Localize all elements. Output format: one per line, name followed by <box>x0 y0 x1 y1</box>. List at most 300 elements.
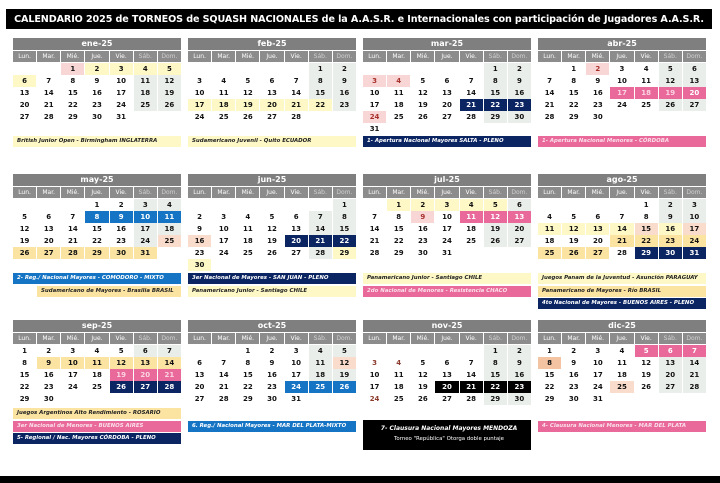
day-cell: 25 <box>134 99 157 111</box>
day-cell: 29 <box>333 247 356 259</box>
day-cell: 22 <box>544 383 555 391</box>
day-cell: 3 <box>110 63 133 75</box>
empty-cell <box>285 199 308 211</box>
day-cell: 26 <box>158 99 181 111</box>
month-title: dic-25 <box>538 320 706 332</box>
day-cell: 25 <box>309 381 332 393</box>
day-cell: 26 <box>484 235 507 247</box>
day-cell: 16 <box>508 87 531 99</box>
day-cell: 18 <box>212 99 235 111</box>
day-cell: 24 <box>67 383 78 391</box>
day-cell: 10 <box>683 211 706 223</box>
weekday-label: Jue. <box>610 333 633 344</box>
day-cell: 16 <box>188 235 211 247</box>
day-cell: 17 <box>610 87 633 99</box>
day-cell: 25 <box>641 101 651 109</box>
weekday-label: Sáb. <box>309 333 332 344</box>
day-cell: 17 <box>188 99 211 111</box>
day-cell: 12 <box>659 75 682 87</box>
weekday-label: Dom. <box>333 333 356 344</box>
weekday-label: Sáb. <box>134 187 157 198</box>
weekday-label: Dom. <box>158 187 181 198</box>
day-cell: 20 <box>19 101 30 109</box>
day-cell: 14 <box>544 89 555 97</box>
day-cell: 18 <box>158 223 181 235</box>
day-cell: 22 <box>635 235 658 247</box>
day-cell: 9 <box>595 77 601 85</box>
day-cell: 16 <box>592 89 603 97</box>
day-cell: 28 <box>158 381 181 393</box>
empty-cell <box>610 199 633 211</box>
day-cell: 25 <box>242 249 253 257</box>
day-cell: 5 <box>659 63 682 75</box>
weekday-label: Sáb. <box>659 51 682 62</box>
day-cell: 2 <box>508 345 531 357</box>
empty-cell <box>37 63 60 75</box>
weekday-label: Mié. <box>586 333 609 344</box>
day-cell: 29 <box>242 395 253 403</box>
day-cell: 3 <box>595 347 601 355</box>
day-cell: 11 <box>538 223 561 235</box>
day-cell: 13 <box>291 225 301 233</box>
empty-cell <box>411 345 434 357</box>
day-cell: 11 <box>393 371 404 379</box>
day-cell: 4 <box>643 65 649 73</box>
weekday-label: Mié. <box>411 187 434 198</box>
weekday-label: Jue. <box>260 333 283 344</box>
day-cell: 2 <box>571 347 577 355</box>
day-cell: 28 <box>683 381 706 393</box>
day-cell: 25 <box>538 247 561 259</box>
day-cell: 23 <box>194 249 205 257</box>
day-cell: 17 <box>116 89 126 97</box>
day-cell: 24 <box>218 249 229 257</box>
day-cell: 3 <box>619 65 625 73</box>
day-cell: 27 <box>267 113 277 121</box>
weekday-header <box>363 51 531 62</box>
day-cell: 13 <box>267 89 277 97</box>
day-cell: 19 <box>19 237 30 245</box>
empty-cell <box>285 63 308 75</box>
empty-cell <box>387 345 410 357</box>
day-cell: 13 <box>508 211 531 223</box>
month-title: sep-25 <box>13 320 181 332</box>
weekday-label: Vie. <box>285 51 308 62</box>
day-cell: 27 <box>442 113 452 121</box>
day-cell: 27 <box>508 235 531 247</box>
weekday-label: Lun. <box>538 187 561 198</box>
day-cell: 13 <box>659 357 682 369</box>
day-cell: 20 <box>683 87 706 99</box>
day-cell: 6 <box>293 213 299 221</box>
day-cell: 6 <box>269 77 275 85</box>
day-cell: 21 <box>218 383 229 391</box>
weekday-label: Mar. <box>212 51 235 62</box>
weekday-label: Vie. <box>285 333 308 344</box>
day-cell: 3 <box>70 347 76 355</box>
day-cell: 14 <box>610 223 633 235</box>
day-cell: 6 <box>444 77 450 85</box>
day-cell: 26 <box>417 395 428 403</box>
weekday-label: Lun. <box>363 187 386 198</box>
day-cell: 21 <box>610 235 633 247</box>
day-cell: 11 <box>309 357 332 369</box>
day-cell: 3 <box>197 77 202 85</box>
day-cell: 21 <box>309 235 332 247</box>
event-label: Panamericano Junior - Santiago CHILE <box>188 286 356 297</box>
weekday-label: Mié. <box>411 51 434 62</box>
month-title: oct-25 <box>188 320 356 332</box>
day-cell: 18 <box>393 383 404 391</box>
empty-cell <box>13 199 36 211</box>
day-cell: 19 <box>333 369 356 381</box>
month-ene-25 <box>13 38 181 123</box>
day-cell: 5 <box>420 359 426 367</box>
day-cell: 5 <box>269 213 275 221</box>
weekday-label: Vie. <box>110 51 133 62</box>
day-cell: 14 <box>291 89 301 97</box>
day-cell: 23 <box>417 237 428 245</box>
month-title: nov-25 <box>363 320 531 332</box>
weekday-label: Lun. <box>13 187 36 198</box>
empty-cell <box>387 63 410 75</box>
day-grid <box>363 63 531 135</box>
day-cell: 9 <box>508 357 531 369</box>
day-cell: 14 <box>158 357 181 369</box>
weekday-label: Mar. <box>387 51 410 62</box>
day-cell: 26 <box>242 113 253 121</box>
day-cell: 16 <box>116 225 126 233</box>
day-cell: 1 <box>61 63 84 75</box>
weekday-label: Dom. <box>508 187 531 198</box>
day-cell: 20 <box>260 99 283 111</box>
day-cell: 17 <box>218 237 229 245</box>
day-cell: 7 <box>683 345 706 357</box>
day-cell: 17 <box>683 223 706 235</box>
day-grid <box>538 63 706 123</box>
day-cell: 1 <box>484 63 507 75</box>
day-cell: 24 <box>442 237 452 245</box>
day-cell: 7 <box>547 77 552 85</box>
day-cell: 27 <box>659 381 682 393</box>
day-cell: 31 <box>116 113 126 121</box>
day-cell: 12 <box>19 225 30 233</box>
day-cell: 9 <box>197 225 202 233</box>
day-cell: 8 <box>85 211 108 223</box>
day-cell: 18 <box>617 371 627 379</box>
day-cell: 27 <box>19 113 30 121</box>
day-cell: 12 <box>417 371 428 379</box>
day-cell: 22 <box>484 99 507 111</box>
day-cell: 10 <box>61 357 84 369</box>
month-sep-25 <box>13 320 181 405</box>
weekday-label: Dom. <box>508 51 531 62</box>
event-label: 4- Clausura Nacional Menores - MAR DEL PLATA <box>538 421 706 432</box>
day-cell: 29 <box>635 247 658 259</box>
day-cell: 13 <box>134 357 157 369</box>
weekday-label: Jue. <box>260 187 283 198</box>
weekday-header <box>538 333 706 344</box>
day-cell: 15 <box>568 89 579 97</box>
day-cell: 18 <box>466 225 476 233</box>
day-cell: 15 <box>333 223 356 235</box>
day-cell: 13 <box>683 75 706 87</box>
day-cell: 7 <box>221 359 227 367</box>
event-label: 6. Reg./ Nacional Mayores - MAR DEL PLATA-MIXTO <box>188 421 356 432</box>
day-cell: 2 <box>85 63 108 75</box>
day-cell: 9 <box>508 75 531 87</box>
day-cell: 23 <box>659 235 682 247</box>
day-cell: 8 <box>396 213 402 221</box>
weekday-label: Sáb. <box>134 51 157 62</box>
day-cell: 25 <box>610 381 633 393</box>
day-cell: 22 <box>568 101 579 109</box>
day-cell: 21 <box>369 237 380 245</box>
empty-cell <box>309 199 332 211</box>
day-cell: 22 <box>484 381 507 393</box>
month-oct-25 <box>188 320 356 405</box>
day-cell: 30 <box>43 395 54 403</box>
day-cell: 22 <box>19 383 30 391</box>
day-cell: 14 <box>466 371 476 379</box>
event-label: 2do Nacional de Menores - Resistencia CHACO <box>363 286 531 297</box>
day-cell: 4 <box>134 63 157 75</box>
day-cell: 28 <box>61 247 84 259</box>
day-cell: 24 <box>134 235 157 247</box>
month-title: jun-25 <box>188 174 356 186</box>
weekday-label: Vie. <box>460 51 483 62</box>
day-cell: 20 <box>43 237 54 245</box>
weekday-label: Mié. <box>236 333 259 344</box>
weekday-label: Mar. <box>212 187 235 198</box>
weekday-label: Lun. <box>188 187 211 198</box>
weekday-header <box>538 187 706 198</box>
day-cell: 2 <box>333 63 356 75</box>
day-cell: 28 <box>466 113 476 121</box>
weekday-label: Mar. <box>37 187 60 198</box>
day-cell: 7 <box>372 213 377 221</box>
day-cell: 29 <box>19 395 30 403</box>
day-cell: 14 <box>67 225 78 233</box>
day-cell: 7 <box>293 77 299 85</box>
day-cell: 29 <box>85 247 108 259</box>
day-cell: 7 <box>619 213 625 221</box>
day-cell: 31 <box>291 395 301 403</box>
day-cell: 9 <box>94 77 100 85</box>
weekday-label: Sáb. <box>134 333 157 344</box>
day-grid <box>538 345 706 405</box>
event-label: Sudamericano Juvenil - Quito ECUADOR <box>188 136 356 147</box>
day-cell: 12 <box>267 225 277 233</box>
day-cell: 29 <box>544 395 555 403</box>
day-cell: 13 <box>19 89 30 97</box>
weekday-header <box>188 51 356 62</box>
day-cell: 14 <box>43 89 54 97</box>
day-cell: 17 <box>291 371 301 379</box>
empty-cell <box>411 63 434 75</box>
day-cell: 6 <box>444 359 450 367</box>
day-grid <box>363 345 531 405</box>
event-label: 1- Apertura Nacional Mayores SALTA - PLENO <box>363 136 531 147</box>
day-cell: 4 <box>158 199 181 211</box>
day-cell: 26 <box>641 383 651 391</box>
day-cell: 12 <box>417 89 428 97</box>
day-cell: 1 <box>547 347 552 355</box>
day-cell: 20 <box>508 223 531 235</box>
weekday-label: Dom. <box>508 333 531 344</box>
day-cell: 15 <box>67 89 78 97</box>
day-cell: 1 <box>309 63 332 75</box>
day-cell: 19 <box>236 99 259 111</box>
day-cell: 13 <box>442 371 452 379</box>
day-cell: 15 <box>309 87 332 99</box>
day-cell: 5 <box>22 213 27 221</box>
weekday-label: Sáb. <box>309 51 332 62</box>
month-abr-25 <box>538 38 706 123</box>
day-cell: 29 <box>484 393 507 405</box>
weekday-label: Dom. <box>158 51 181 62</box>
weekday-label: Mié. <box>61 51 84 62</box>
day-cell: 9 <box>37 357 60 369</box>
day-cell: 17 <box>592 371 603 379</box>
weekday-label: Dom. <box>683 333 706 344</box>
day-cell: 4 <box>396 359 402 367</box>
day-cell: 20 <box>435 381 458 393</box>
day-cell: 11 <box>393 89 404 97</box>
day-cell: 17 <box>369 383 380 391</box>
day-cell: 4 <box>387 75 410 87</box>
weekday-label: Vie. <box>285 187 308 198</box>
day-cell: 11 <box>641 77 651 85</box>
day-cell: 4 <box>547 213 552 221</box>
day-cell: 21 <box>43 101 54 109</box>
weekday-header <box>363 187 531 198</box>
weekday-label: Sáb. <box>484 333 507 344</box>
day-cell: 24 <box>285 381 308 393</box>
page-title: CALENDARIO 2025 de TORNEOS de SQUASH NACIONALES de la A.A.S.R. e Internacionales con participación de Jugadores A.A.S.R. <box>6 9 712 29</box>
day-cell: 20 <box>194 383 205 391</box>
day-cell: 30 <box>110 247 133 259</box>
day-cell: 22 <box>333 235 356 247</box>
weekday-label: Vie. <box>635 187 658 198</box>
day-cell: 3 <box>363 75 386 87</box>
day-cell: 2 <box>659 199 682 211</box>
day-cell: 31 <box>592 395 603 403</box>
day-cell: 11 <box>617 359 627 367</box>
day-cell: 24 <box>683 235 706 247</box>
day-cell: 22 <box>67 101 78 109</box>
day-cell: 10 <box>592 359 603 367</box>
day-cell: 20 <box>592 237 603 245</box>
day-cell: 8 <box>484 357 507 369</box>
empty-cell <box>188 63 211 75</box>
day-cell: 21 <box>460 381 483 393</box>
day-cell: 31 <box>134 247 157 259</box>
day-cell: 5 <box>571 213 577 221</box>
day-cell: 19 <box>568 237 579 245</box>
day-cell: 24 <box>592 383 603 391</box>
day-cell: 5 <box>118 347 124 355</box>
day-cell: 19 <box>641 371 651 379</box>
day-cell: 31 <box>369 125 380 133</box>
day-cell: 14 <box>218 371 229 379</box>
day-cell: 26 <box>562 247 585 259</box>
day-cell: 6 <box>683 63 706 75</box>
weekday-header <box>188 187 356 198</box>
day-cell: 27 <box>683 99 706 111</box>
day-cell: 15 <box>92 225 102 233</box>
day-cell: 12 <box>562 223 585 235</box>
weekday-label: Sáb. <box>484 51 507 62</box>
day-cell: 30 <box>568 395 579 403</box>
empty-cell <box>363 63 386 75</box>
day-cell: 2 <box>586 63 609 75</box>
empty-cell <box>460 63 483 75</box>
day-cell: 16 <box>508 369 531 381</box>
day-cell: 28 <box>291 113 301 121</box>
empty-cell <box>236 199 259 211</box>
day-cell: 4 <box>245 213 251 221</box>
day-grid <box>13 345 181 405</box>
day-cell: 17 <box>369 101 380 109</box>
day-cell: 1 <box>245 347 251 355</box>
day-cell: 30 <box>188 259 211 271</box>
day-cell: 28 <box>309 247 332 259</box>
day-cell: 18 <box>134 87 157 99</box>
day-cell: 10 <box>617 77 627 85</box>
day-cell: 10 <box>369 89 380 97</box>
weekday-label: Jue. <box>435 51 458 62</box>
day-cell: 23 <box>267 383 277 391</box>
empty-cell <box>188 199 211 211</box>
day-cell: 11 <box>85 357 108 369</box>
day-cell: 7 <box>468 77 474 85</box>
day-cell: 4 <box>460 199 483 211</box>
empty-cell <box>37 199 60 211</box>
day-cell: 7 <box>46 77 52 85</box>
event-label: 7- Clausura Nacional Mayores MENDOZA Torneo "República" Otorga doble puntaje <box>363 420 531 450</box>
day-cell: 12 <box>641 359 651 367</box>
day-grid <box>188 199 356 271</box>
weekday-label: Jue. <box>260 51 283 62</box>
day-grid <box>188 345 356 405</box>
day-cell: 28 <box>43 113 54 121</box>
day-cell: 19 <box>659 87 682 99</box>
weekday-label: Dom. <box>158 333 181 344</box>
day-cell: 3 <box>435 199 458 211</box>
weekday-label: Mié. <box>586 51 609 62</box>
day-cell: 11 <box>158 211 181 223</box>
day-cell: 16 <box>333 87 356 99</box>
weekday-header <box>13 187 181 198</box>
day-cell: 7 <box>70 213 76 221</box>
day-cell: 20 <box>285 235 308 247</box>
day-cell: 29 <box>568 113 579 121</box>
day-cell: 9 <box>411 211 434 223</box>
day-cell: 3 <box>372 359 377 367</box>
day-cell: 2 <box>508 63 531 75</box>
day-cell: 12 <box>158 75 181 87</box>
day-grid <box>363 199 531 259</box>
day-cell: 2 <box>118 201 124 209</box>
day-cell: 3 <box>683 199 706 211</box>
day-cell: 1 <box>94 201 100 209</box>
day-cell: 12 <box>242 89 253 97</box>
day-cell: 9 <box>110 211 133 223</box>
weekday-label: Lun. <box>538 333 561 344</box>
day-cell: 7 <box>309 211 332 223</box>
day-cell: 28 <box>218 395 229 403</box>
